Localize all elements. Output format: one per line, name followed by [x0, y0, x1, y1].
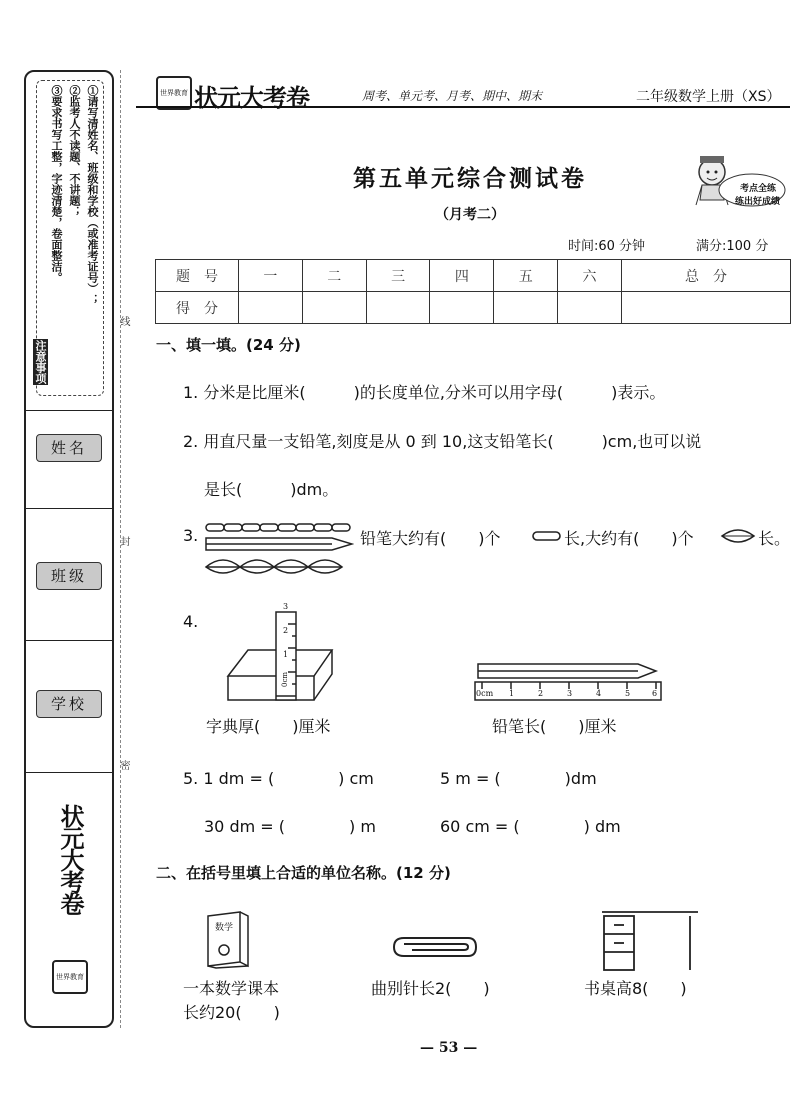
unit-item-1-line1: 一本数学课本	[183, 979, 280, 998]
score-header-cell: 总 分	[621, 260, 790, 292]
score-cell[interactable]	[494, 292, 558, 324]
full-score: 满分:100 分	[696, 239, 769, 254]
question-4-left: 字典厚( )厘米	[206, 717, 331, 736]
grade-book: 二年级数学上册（XS）	[636, 89, 781, 105]
cut-label-line: 线	[118, 316, 129, 326]
score-table	[155, 259, 791, 324]
score-cell[interactable]	[302, 292, 366, 324]
score-header-cell: 一	[239, 260, 303, 292]
exam-types: 周考、单元考、月考、期中、期末	[362, 89, 543, 103]
mascot-line-2: 练出好成绩	[735, 197, 781, 207]
question-4-number: 4.	[183, 612, 199, 631]
unit-item-3: 书桌高8( )	[584, 979, 687, 998]
mascot-line-1: 考点全练	[740, 184, 777, 194]
ruler-tick-2: 2	[538, 689, 544, 698]
score-header-cell: 六	[558, 260, 622, 292]
notes-box	[36, 80, 104, 396]
brand-logo: 状元大考卷	[194, 84, 309, 112]
question-5c: 30 dm = ( ) m	[204, 817, 376, 836]
notes-line-2: ②监考人不读题、不讲题；	[68, 85, 81, 217]
notes-line-1: ①请写清姓名、班级和学校（或准考证号）；	[86, 85, 99, 305]
name-label: 姓名	[36, 434, 102, 462]
score-value-row	[156, 292, 791, 324]
school-label: 学校	[36, 690, 102, 718]
score-cell[interactable]	[430, 292, 494, 324]
ruler-tick-5: 5	[625, 689, 631, 698]
paperclip-figure	[390, 930, 480, 964]
ruler-tick-0: 0cm	[476, 689, 494, 698]
vruler-tick-2: 2	[283, 626, 289, 635]
desk-icon	[600, 906, 700, 972]
ruler-tick-3: 3	[567, 689, 573, 698]
score-header-cell: 二	[302, 260, 366, 292]
leaf-icon	[720, 526, 756, 546]
score-row-label: 得 分	[156, 292, 239, 324]
question-3-end: 长。	[758, 529, 791, 548]
score-cell[interactable]	[366, 292, 430, 324]
vruler-tick-0: 0cm	[281, 672, 289, 688]
ruler-tick-6: 6	[652, 689, 658, 698]
score-header-cell: 三	[366, 260, 430, 292]
book-cover-label: 数学	[215, 923, 234, 933]
unit-item-2: 曲别针长2( )	[371, 979, 490, 998]
score-header-cell: 题 号	[156, 260, 239, 292]
ruler-tick-1: 1	[509, 689, 515, 698]
question-1: 1. 分米是比厘米( )的长度单位,分米可以用字母( )表示。	[183, 383, 666, 402]
page-title: 第五单元综合测试卷	[353, 165, 587, 192]
vruler-tick-1: 1	[283, 650, 289, 659]
cut-label-secret: 密	[118, 760, 129, 770]
cut-label-seal: 封	[118, 536, 129, 546]
unit-item-1-line2: 长约20( )	[183, 1003, 280, 1022]
page-subtitle: （月考二）	[435, 207, 505, 223]
question-3-mid: 长,大约有( )个	[564, 529, 694, 548]
ruler-tick-4: 4	[596, 689, 602, 698]
cut-line	[120, 70, 121, 1028]
vruler-tick-3: 3	[283, 602, 289, 611]
paperclip-icon	[532, 530, 562, 542]
score-header-cell: 四	[430, 260, 494, 292]
page-number: — 53 —	[420, 1040, 478, 1056]
question-3-number: 3.	[183, 526, 199, 545]
publisher-logo: 世界教育	[156, 76, 192, 110]
score-cell[interactable]	[621, 292, 790, 324]
binding-strip	[24, 70, 114, 1028]
question-5d: 60 cm = ( ) dm	[440, 817, 621, 836]
question-4-right: 铅笔长( )厘米	[492, 717, 617, 736]
time-limit: 时间:60 分钟	[568, 239, 646, 254]
section1-heading: 一、填一填。(24 分)	[156, 336, 301, 354]
strip-publisher-logo: 世界教育	[52, 960, 88, 994]
question-5a: 5. 1 dm = ( ) cm	[183, 769, 374, 788]
clips-pencil-leaves-figure	[204, 521, 354, 581]
score-cell[interactable]	[239, 292, 303, 324]
question-2-line2: 是长( )dm。	[204, 480, 339, 499]
section2-heading: 二、在括号里填上合适的单位名称。(12 分)	[156, 864, 451, 882]
question-3-text: 铅笔大约有( )个	[360, 529, 501, 548]
score-cell[interactable]	[558, 292, 622, 324]
score-header-row	[156, 260, 791, 292]
notes-title: 注意事项	[34, 340, 47, 384]
header-rule	[136, 106, 790, 108]
class-label: 班级	[36, 562, 102, 590]
math-book-icon	[204, 910, 254, 970]
score-header-cell: 五	[494, 260, 558, 292]
notes-line-3: ③要求书写工整，字迹清楚，卷面整洁。	[50, 85, 63, 283]
question-2-line1: 2. 用直尺量一支铅笔,刻度是从 0 到 10,这支铅笔长( )cm,也可以说	[183, 432, 702, 451]
question-5b: 5 m = ( )dm	[440, 769, 597, 788]
strip-brand: 状元大考卷	[56, 804, 84, 914]
